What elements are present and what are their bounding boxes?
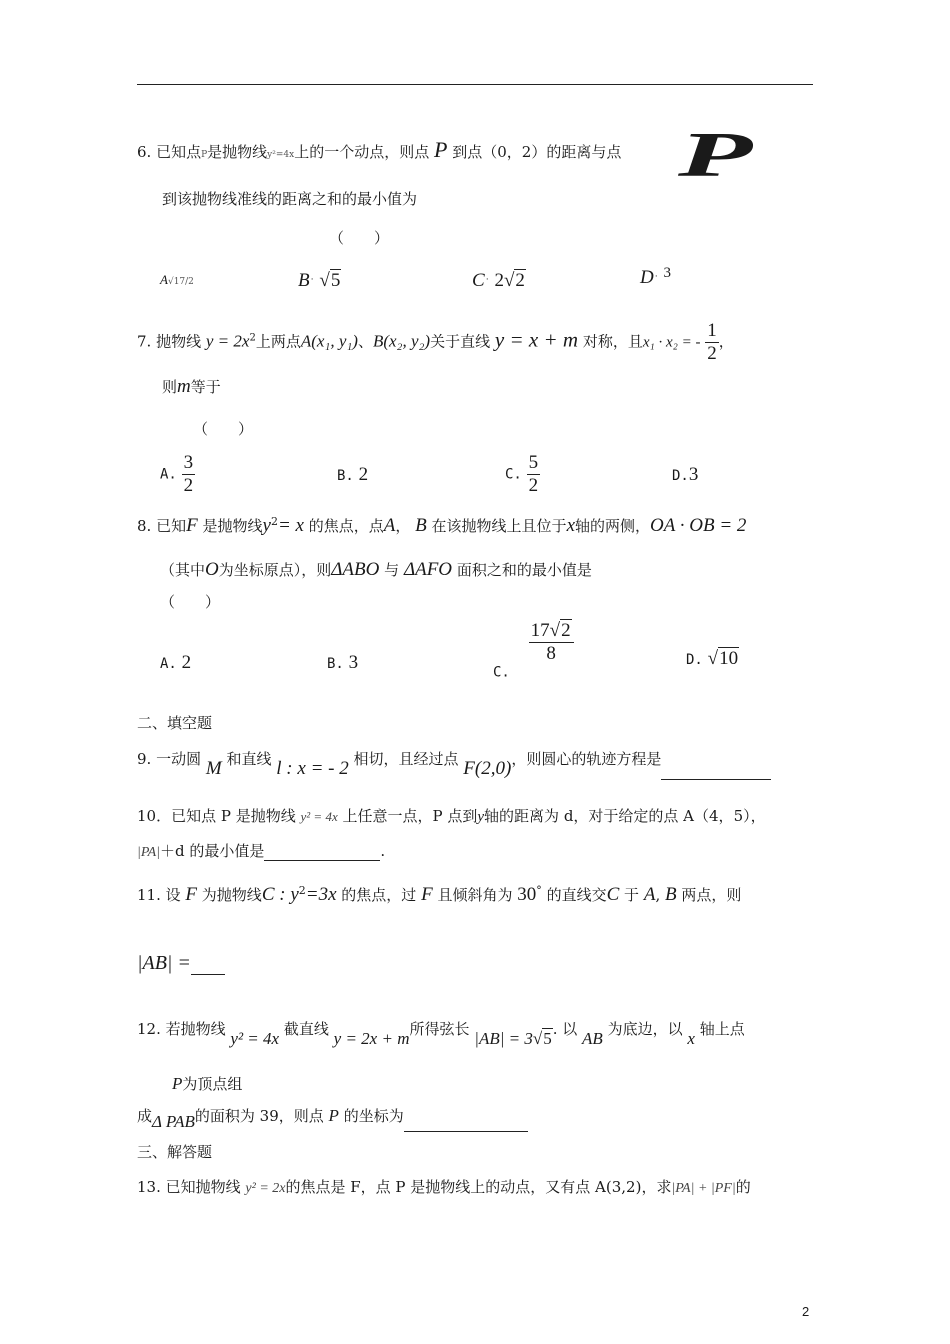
q6-option-d: D˙ 3	[640, 265, 672, 288]
q7-option-c-value: $\frac{5}{2}$	[528, 452, 539, 496]
q6-text-a: 6. 已知点	[137, 143, 202, 161]
q9-point-f: F(2,0)	[463, 758, 512, 779]
q6-option-c: C˙ 2√2	[472, 270, 525, 291]
q7-text-a: 7. 抛物线	[137, 332, 202, 351]
q12-answer-blank[interactable]	[404, 1131, 528, 1132]
q6-curve: y²=4x	[267, 150, 295, 160]
q6-p-small: P	[201, 150, 208, 160]
q7-line2: 则m等于	[162, 376, 221, 397]
q11-line2	[137, 950, 225, 975]
q6-line2: 到该抛物线准线的距离之和的最小值为	[162, 190, 418, 208]
q9-answer-blank[interactable]	[661, 779, 771, 780]
q12-triangle: Δ PAB	[152, 1112, 195, 1131]
q8-option-d: D. √10	[686, 648, 739, 669]
q6-option-b: B˙ √5	[298, 270, 341, 291]
q11-answer-blank[interactable]	[191, 950, 225, 975]
q6-option-a-letter: A	[160, 272, 168, 287]
section-solve: 三、解答题	[137, 1143, 213, 1161]
q8-line1: 8. 已知F 是抛物线$y^2= x$ 的焦点，点A， B 在该抛物线上且位于x轴的两侧，OA · OB = 2	[137, 515, 747, 536]
q7-m: m	[177, 376, 191, 397]
q6-option-d-value: 3	[663, 265, 672, 281]
q7-point-a: A(x₁, y₁)	[300, 331, 358, 351]
q10-parabola-eq: y² = 4x	[300, 809, 338, 824]
q10-answer-blank[interactable]	[264, 860, 380, 861]
q8-triangle-abo: ΔABO	[331, 559, 380, 580]
q6-line1	[137, 137, 621, 163]
q10-line2: |PA|＋d 的最小值是 .	[137, 842, 386, 860]
q13-line: 13. 已知抛物线 y² = 2x的焦点是 F，点 P 是抛物线上的动点，又有点 A(3,2)，求|PA| + |PF|的	[137, 1178, 751, 1196]
q12-line-eq: y = 2x + m	[333, 1029, 410, 1048]
q12-chord-length: |AB| = 3√5	[474, 1029, 552, 1048]
q8-option-c: C. $\frac{17√2}{8}$	[493, 620, 574, 681]
q13-expression: |PA| + |PF|	[671, 1181, 736, 1196]
q8-point-b: B	[415, 515, 427, 536]
q10-line1: 10．已知点 P 是抛物线 y² = 4x 上任意一点，P 点到y轴的距离为 d，对于给定的点 A（4，5），	[137, 807, 766, 825]
q12-parabola-eq: y² = 4x	[230, 1029, 280, 1048]
q8-line2: （其中O为坐标原点），则ΔABO 与 ΔAFO 面积之和的最小值是	[160, 559, 592, 580]
q8-option-a-value: 2	[181, 652, 192, 673]
q11-focus-f: F	[185, 884, 198, 905]
q11-angle: 30	[517, 884, 537, 905]
q6-text-b: 是抛物线	[207, 143, 268, 161]
q13-parabola-eq: y² = 2x	[245, 1181, 286, 1196]
q12-line2: P为顶点组	[172, 1074, 243, 1093]
q7-option-a-value: $\frac{3}{2}$	[183, 452, 194, 496]
q7-option-d-value: 3	[688, 464, 699, 485]
q8-triangle-afo: ΔAFO	[403, 559, 453, 580]
q9-line: 9. 一动圆 M 和直线 l : x = - 2 相切，且经过点 F(2,0)，则圆心的轨迹方程是	[137, 748, 771, 780]
q11-curve-c: C : y	[261, 884, 299, 905]
q10-pa: |PA|	[137, 845, 160, 860]
q7-text-b: 上两点	[255, 332, 301, 351]
q8-dot-product: OA · OB = 2	[650, 515, 747, 536]
q11-ab: |AB| =	[137, 952, 191, 974]
q8-option-b: B. 3	[327, 652, 359, 673]
q12-line3: 成Δ PAB的面积为 39，则点 P 的坐标为	[137, 1105, 528, 1132]
q6-big-p-glyph: P	[678, 119, 749, 190]
q7-option-c: C. $\frac{5}{2}$	[505, 452, 539, 496]
header-rule	[137, 84, 813, 85]
q7-line-eq: y = x + m	[494, 327, 579, 352]
q7-option-d: D.3	[672, 464, 699, 485]
q8-point-a: A	[383, 515, 396, 536]
q6-point-p: P	[434, 137, 448, 162]
q7-parabola-eq: y = 2x	[205, 331, 250, 351]
q6-option-a-value: √17/2	[167, 277, 194, 287]
q6-option-d-letter: D	[640, 267, 654, 288]
q9-circle-m: M	[205, 758, 222, 779]
q6-option-a	[160, 270, 194, 288]
q8-option-b-value: 3	[348, 652, 359, 673]
q7-option-b-value: 2	[358, 464, 369, 485]
q12-line1: 12. 若抛物线 y² = 4x 截直线 y = 2x + m所得弦长 |AB| = 3√5. 以 AB 为底边，以 x 轴上点	[137, 1020, 745, 1048]
q9-line-eq: l : x = - 2	[276, 758, 349, 779]
q7-paren: （ ）	[193, 420, 254, 438]
q6-option-b-value: √5	[319, 270, 341, 291]
q6-text-c: 上的一个动点，则点	[294, 143, 430, 161]
q7-text-d: 对称，且	[582, 332, 643, 351]
q6-option-c-value: 2√2	[494, 270, 525, 291]
q7-option-a: A. $\frac{3}{2}$	[160, 452, 194, 496]
q8-option-a: A. 2	[160, 652, 192, 673]
q7-option-b: B. 2	[337, 464, 369, 485]
q8-paren: （ ）	[160, 593, 221, 611]
q8-option-d-value: √10	[707, 648, 739, 669]
q6-paren: （ ）	[329, 229, 390, 247]
section-fill-in: 二、填空题	[137, 714, 213, 732]
q7-product: x₁ · x₂ = -	[642, 334, 701, 351]
q7-line1: 7. 抛物线 $y = 2x^2$上两点A(x₁, y₁)、B(x₂, y₂)关于直线 y = x + m 对称，且x₁ · x₂ = - $\frac{1}{2}$ ，	[137, 320, 734, 364]
q8-parabola-eq: y	[262, 515, 271, 536]
q8-option-c-value: $\frac{17√2}{8}$	[529, 620, 574, 665]
q7-text-c: 关于直线	[430, 332, 491, 351]
q7-point-b: B(x₂, y₂)	[372, 331, 431, 351]
page-number: 2	[802, 1304, 810, 1319]
q7-half-fraction: $\frac{1}{2}$	[707, 320, 717, 364]
q11-line1: 11. 设 F 为抛物线C : $y^2=3x$ 的焦点，过 F 且倾斜角为 30° 的直线交C 于 A, B 两点，则	[137, 884, 742, 905]
q6-option-c-letter: C	[472, 270, 485, 291]
q6-option-b-letter: B	[298, 270, 310, 291]
q6-text-d: 到点（0，2）的距离与点	[452, 143, 622, 161]
q8-focus-f: F	[186, 515, 198, 536]
